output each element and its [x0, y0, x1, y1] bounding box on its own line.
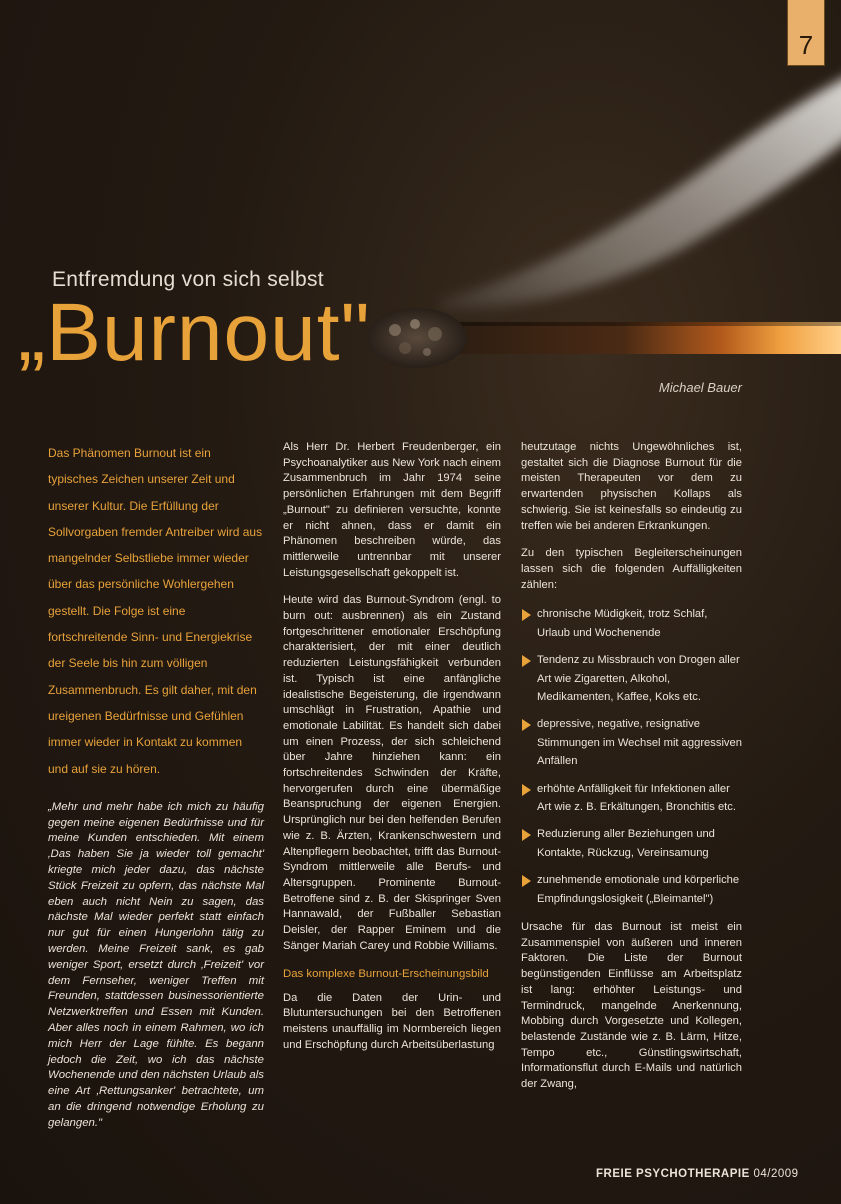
- burnt-match-illustration: [365, 300, 841, 380]
- list-item-text: depressive, negative, resignative Stimmungen im Wechsel mit aggressiven Anfällen: [537, 718, 742, 768]
- page-footer: [596, 1168, 799, 1180]
- list-item-text: erhöhte Anfälligkeit für Infektionen aller Art wie z. B. Erkältungen, Bronchitis etc.: [537, 782, 736, 813]
- list-item-text: Tendenz zu Missbrauch von Drogen aller Art wie Zigaretten, Alkohol, Medikamenten, Kaffee, Koks etc.: [537, 654, 740, 703]
- triangle-bullet-icon: [522, 655, 531, 667]
- page-number: 7: [787, 0, 825, 66]
- body-paragraph: Zu den typischen Begleiterscheinungen lassen sich die folgenden Auffälligkeiten zählen:: [521, 547, 742, 591]
- lead-paragraph: Das Phänomen Burnout ist ein typisches Zeichen unserer Zeit und unserer Kultur. Die Erfüllung der Sollvorgaben fremder Antreiber wird aus mangelnder Selbstliebe immer wieder über das persönliche Wohlergehen gestellt. Die Folge ist eine fortschreitende Sinn- und Energiekrise der Seele bis hin zum völligen Zusammenbruch. Es gilt daher, mit den ureigenen Bedürfnisse und Gefühlen immer wieder in Kontakt zu kommen und auf sie zu hören.: [48, 446, 263, 776]
- article-subtitle: Entfremdung von sich selbst: [52, 268, 324, 291]
- column-2: [283, 440, 501, 1065]
- body-paragraph: heutzutage nichts Ungewöhnliches ist, gestaltet sich die Diagnose Burnout für die meisten Therapeuten vor dem zu erwartenden physischen Kollaps als schwierig. Sie ist keinesfalls so eindeutig zu treffen wie bei anderen Erkrankungen.: [521, 441, 742, 532]
- body-paragraph: Als Herr Dr. Herbert Freudenberger, ein Psychoanalytiker aus New York nach einem Zusammenbruch im Jahr 1974 seine persönlichen Erfahrungen mit dem Begriff „Burnout" zu definieren versuchte, konnte er nicht ahnen, dass er damit ein Phänomen beschreiben würde, das mittlerweile untrennbar mit unserer Leistungsgesellschaft gekoppelt ist.: [283, 441, 501, 579]
- list-item: [521, 871, 742, 908]
- list-item: [521, 651, 742, 706]
- magazine-name: FREIE PSYCHOTHERAPIE: [596, 1168, 750, 1180]
- list-item-text: chronische Müdigkeit, trotz Schlaf, Urlaub und Wochenende: [537, 608, 708, 639]
- body-paragraph: Heute wird das Burnout-Syndrom (engl. to burn out: ausbrennen) als ein Zustand fortgeschrittener emotionaler Erschöpfung charakterisiert, der mit einer deutlich reduzierten Leistungsfähigkeit verbunden ist. Typisch ist eine anfängliche idealistische Begeisterung, die irgendwann umschlägt in Frustration, Apathie und emotionale Labilität. Es handelt sich dabei um einen Prozess, der sich schleichend über Jahre hinziehen kann: ein fortschreitendes Schwinden der Kräfte, hervorgerufen durch eine übermäßige Beanspruchung der eigenen Energien. Ursprünglich nur bei den helfenden Berufen wie z. B. Ärzten, Krankenschwestern und Altenpflegern beobachtet, trifft das Burnout-Syndrom mittlerweile alle Berufs- und Altersgruppen. Prominente Burnout-Betroffene sind z. B. der Skispringer Sven Hannawald, der Fußballer Sebastian Deisler, der Rapper Eminem und die Sänger Mariah Carey und Robbie Williams.: [283, 594, 501, 952]
- list-item: [521, 780, 742, 817]
- triangle-bullet-icon: [522, 609, 531, 621]
- symptom-list: [521, 605, 742, 908]
- triangle-bullet-icon: [522, 784, 531, 796]
- body-paragraph: Da die Daten der Urin- und Blutuntersuchungen bei den Betroffenen meistens unauffällig im Normbereich liegen und Erschöpfung durch Arbeitsüberlastung: [283, 991, 501, 1051]
- smoke-illustration: [430, 60, 841, 320]
- body-paragraph: Ursache für das Burnout ist meist ein Zusammenspiel von äußeren und inneren Faktoren. Die Liste der Burnout begünstigenden Einflüsse am Arbeitsplatz ist lang: erhöhter Leistungs- und Termindruck, mangelnde Anerkennung, Mobbing durch Vorgesetzte und Kollegen, belastende Zustände wie z. B. Lärm, Hitze, Tempo etc., Günstlingswirtschaft, Informationsflut durch E-Mails und natürlich der Zwang,: [521, 921, 742, 1091]
- quote-paragraph: „Mehr und mehr habe ich mich zu häufig gegen meine eigenen Bedürfnisse und für meine Kunden entschieden. Mit einem ‚Das haben Sie ja wieder toll gemacht' kriegte mich jeder dazu, das nächste Stück Freizeit zu opfern, das nächste Mal eben auch nicht Nein zu sagen, das nächste Mal wieder perfekt statt einfach nur gut für einen Hungerlohn tätig zu werden. Meine Freizeit sank, es gab weniger Sport, ersetzt durch ‚Freizeit' vor dem Fernseher, weniger Treffen mit Freunden, stattdessen businessorientierte Netzwerktreffen und Essen mit Kunden. Aber alles noch in einem Rahmen, wo ich mich Herr der Lage fühlte. Es begann jedoch die Zeit, wo ich das nächste Wochenende und den nächsten Urlaub als eine Art ‚Rettungsanker' betrachtete, um an die dringend notwendige Erholung zu gelangen.": [48, 800, 264, 1129]
- column-3: [521, 440, 742, 1105]
- list-item: [521, 825, 742, 862]
- author-name: Michael Bauer: [658, 380, 742, 395]
- article-headline: „Burnout": [18, 287, 371, 378]
- section-heading: Das komplexe Burnout-Erscheinungsbild: [283, 967, 489, 980]
- issue-number: 04/2009: [753, 1168, 799, 1180]
- list-item: [521, 715, 742, 770]
- list-item-text: Reduzierung aller Beziehungen und Kontakte, Rückzug, Vereinsamung: [537, 828, 715, 859]
- list-item: [521, 605, 742, 642]
- triangle-bullet-icon: [522, 719, 531, 731]
- column-1: [48, 440, 264, 1132]
- triangle-bullet-icon: [522, 875, 531, 887]
- list-item-text: zunehmende emotionale und körperliche Empfindungslosigkeit („Bleimantel"): [537, 874, 740, 905]
- triangle-bullet-icon: [522, 829, 531, 841]
